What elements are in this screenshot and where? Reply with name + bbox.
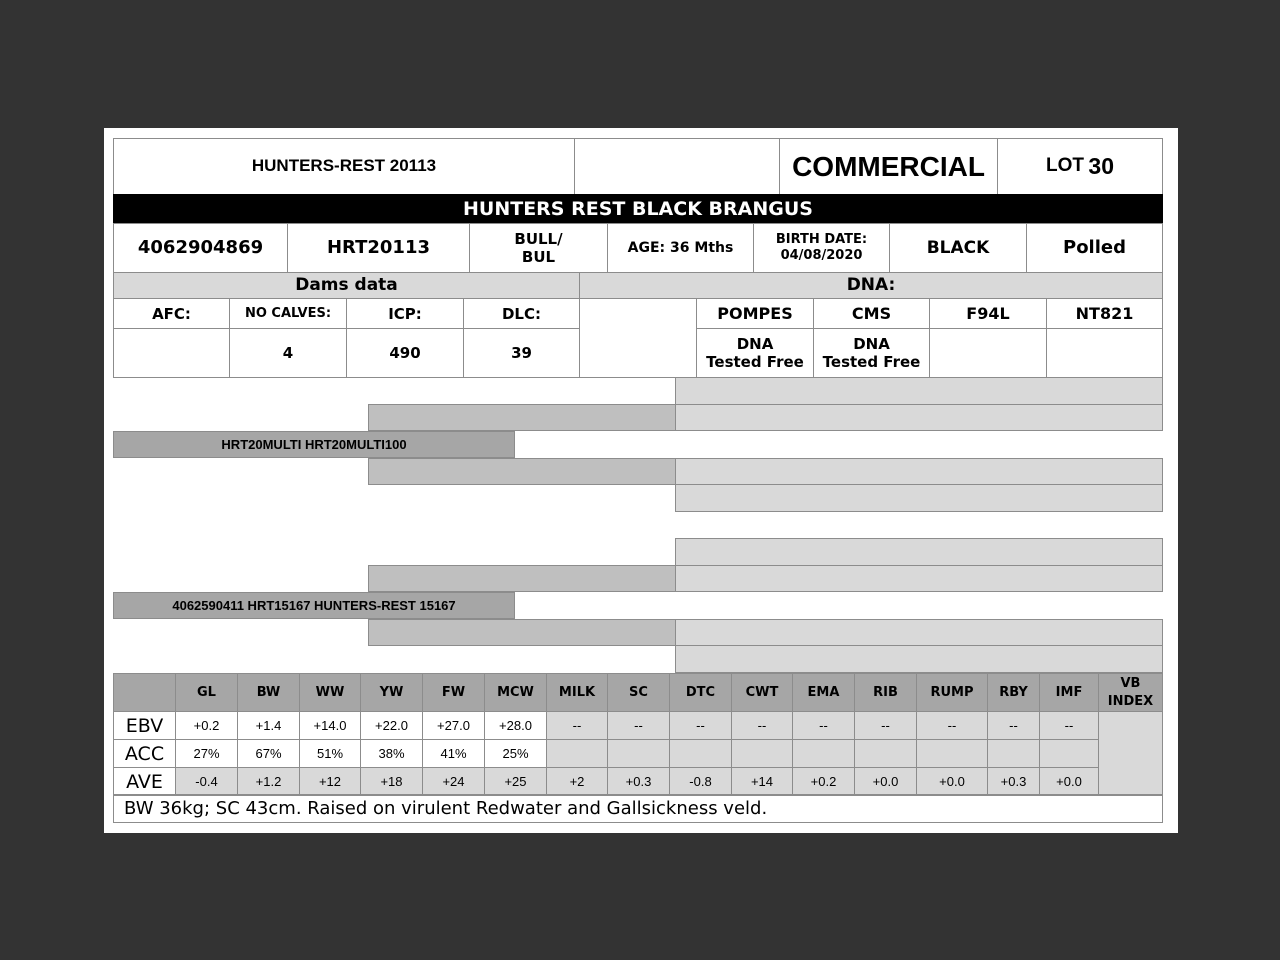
acc-cell (793, 740, 855, 768)
birth-date-cell (753, 223, 890, 273)
ebv-cell: +22.0 (361, 712, 423, 740)
dna-header-cms: CMS (813, 298, 930, 329)
lot-card (104, 128, 1178, 833)
ebv-col-header: BW (238, 674, 300, 712)
ave-row (114, 768, 1163, 796)
ebv-col-header: CWT (732, 674, 793, 712)
acc-row (114, 740, 1163, 768)
sex-line2: BUL (521, 248, 556, 266)
ebv-cell: +27.0 (423, 712, 485, 740)
ebv-row (114, 712, 1163, 740)
dams-header-no-calves: NO CALVES: (229, 298, 347, 329)
ave-cell: +0.3 (988, 768, 1040, 796)
dams-header-dlc: DLC: (463, 298, 580, 329)
pedigree-dam: 4062590411 HRT15167 HUNTERS-REST 15167 (113, 592, 515, 619)
pedigree-dam-sire-dam (675, 565, 1163, 592)
acc-cell (547, 740, 608, 768)
ebv-header-row (114, 674, 1163, 712)
ebv-cell: -- (793, 712, 855, 740)
acc-cell: 41% (423, 740, 485, 768)
ebv-col-header: MCW (485, 674, 547, 712)
tattoo: HRT20113 (287, 223, 470, 273)
pedigree-sire-sire-sire (675, 377, 1163, 405)
ebv-col-header: DTC (670, 674, 732, 712)
ebv-cell: +14.0 (300, 712, 361, 740)
ebv-col-header: FW (423, 674, 485, 712)
dams-header-icp: ICP: (346, 298, 464, 329)
ave-cell: +24 (423, 768, 485, 796)
ebv-cell: -- (547, 712, 608, 740)
ebv-col-header: IMF (1040, 674, 1099, 712)
row-label-ebv: EBV (114, 712, 176, 740)
dna-header-nt821: NT821 (1046, 298, 1163, 329)
ebv-header-corner (114, 674, 176, 712)
ebv-col-header: RBY (988, 674, 1040, 712)
pedigree-dam-dam-dam (675, 645, 1163, 673)
breed-banner: HUNTERS REST BLACK BRANGUS (113, 194, 1163, 223)
birth-date: 04/08/2020 (780, 248, 863, 263)
ebv-col-header: YW (361, 674, 423, 712)
ave-cell: +0.0 (1040, 768, 1099, 796)
ave-cell: -0.8 (670, 768, 732, 796)
ebv-col-header: WW (300, 674, 361, 712)
comments: BW 36kg; SC 43cm. Raised on virulent Redwater and Gallsickness veld. (113, 794, 1163, 823)
index-label-line1: VB (1120, 675, 1141, 691)
horn-status: Polled (1026, 223, 1163, 273)
row-label-acc: ACC (114, 740, 176, 768)
id-number: 4062904869 (113, 223, 288, 273)
lot-number: 30 (1088, 152, 1115, 179)
dna-header-f94l: F94L (929, 298, 1047, 329)
pedigree-sire: HRT20MULTI HRT20MULTI100 (113, 431, 515, 458)
pedigree-dam-dam-sire (675, 619, 1163, 646)
lot-box (997, 138, 1163, 195)
pedigree-sire-dam (368, 458, 676, 485)
birth-date-label: BIRTH DATE: (775, 232, 868, 248)
sex-cell (469, 223, 608, 273)
sex-line1: BULL/ (514, 230, 563, 248)
row-label-ave: AVE (114, 768, 176, 796)
dna-value-pompes (696, 328, 814, 378)
ave-cell: +12 (300, 768, 361, 796)
acc-cell: 25% (485, 740, 547, 768)
dams-value-icp: 490 (346, 328, 464, 378)
ebv-cell: -- (670, 712, 732, 740)
acc-cell: 38% (361, 740, 423, 768)
acc-cell (917, 740, 988, 768)
ebv-col-header: MILK (547, 674, 608, 712)
dna-header-pompes: POMPES (696, 298, 814, 329)
ave-cell: +18 (361, 768, 423, 796)
ebv-cell: -- (988, 712, 1040, 740)
dams-header-afc: AFC: (113, 298, 230, 329)
acc-cell: 51% (300, 740, 361, 768)
dna-value-line1: DNA (853, 335, 890, 353)
acc-cell (608, 740, 670, 768)
dams-value-afc (113, 328, 230, 378)
ave-cell: +0.0 (917, 768, 988, 796)
lot-label: LOT (1045, 155, 1084, 177)
pedigree-dam-dam (368, 619, 676, 646)
pedigree-dam-sire-sire (675, 538, 1163, 566)
ebv-cell: -- (732, 712, 793, 740)
ebv-col-header: SC (608, 674, 670, 712)
ave-cell: +25 (485, 768, 547, 796)
ave-cell: +1.2 (238, 768, 300, 796)
ebv-cell: +1.4 (238, 712, 300, 740)
ebv-cell: -- (917, 712, 988, 740)
acc-cell: 27% (176, 740, 238, 768)
ave-cell: +0.0 (855, 768, 917, 796)
acc-cell (988, 740, 1040, 768)
pedigree-sire-sire-dam (675, 404, 1163, 431)
ebv-col-header: EMA (793, 674, 855, 712)
dams-title: Dams data (113, 272, 580, 299)
dna-value-line2: Tested Free (822, 353, 921, 371)
ave-cell: +14 (732, 768, 793, 796)
ave-cell: +0.3 (608, 768, 670, 796)
ebv-table (113, 673, 1163, 796)
ebv-cell: -- (855, 712, 917, 740)
pedigree-sire-sire (368, 404, 676, 431)
dna-value-line2: Tested Free (706, 353, 804, 371)
ave-cell: +2 (547, 768, 608, 796)
animal-name: HUNTERS-REST 20113 (113, 138, 575, 195)
ebv-cell: +0.2 (176, 712, 238, 740)
acc-cell (732, 740, 793, 768)
vb-index-value (1099, 712, 1163, 796)
acc-cell (670, 740, 732, 768)
acc-cell (1040, 740, 1099, 768)
dna-value-f94l (929, 328, 1047, 378)
dna-blank-cell (579, 298, 697, 378)
ave-cell: +0.2 (793, 768, 855, 796)
ebv-cell: -- (1040, 712, 1099, 740)
dna-value-cms (813, 328, 930, 378)
category: COMMERCIAL (779, 138, 998, 195)
dna-value-line1: DNA (736, 335, 774, 353)
ave-cell: -0.4 (176, 768, 238, 796)
header-blank-cell (574, 138, 780, 195)
age: AGE: 36 Mths (607, 223, 754, 273)
dna-title: DNA: (579, 272, 1163, 299)
ebv-col-header: RIB (855, 674, 917, 712)
index-label-line2: INDEX (1107, 693, 1154, 709)
dams-value-dlc: 39 (463, 328, 580, 378)
dna-value-nt821 (1046, 328, 1163, 378)
acc-cell: 67% (238, 740, 300, 768)
ebv-col-header: RUMP (917, 674, 988, 712)
acc-cell (855, 740, 917, 768)
ebv-cell: -- (608, 712, 670, 740)
pedigree-sire-dam-sire (675, 458, 1163, 485)
ebv-index-header (1099, 674, 1163, 712)
pedigree-dam-sire (368, 565, 676, 592)
ebv-col-header: GL (176, 674, 238, 712)
ebv-cell: +28.0 (485, 712, 547, 740)
pedigree-sire-dam-dam (675, 484, 1163, 512)
colour: BLACK (889, 223, 1027, 273)
dams-value-no-calves: 4 (229, 328, 347, 378)
